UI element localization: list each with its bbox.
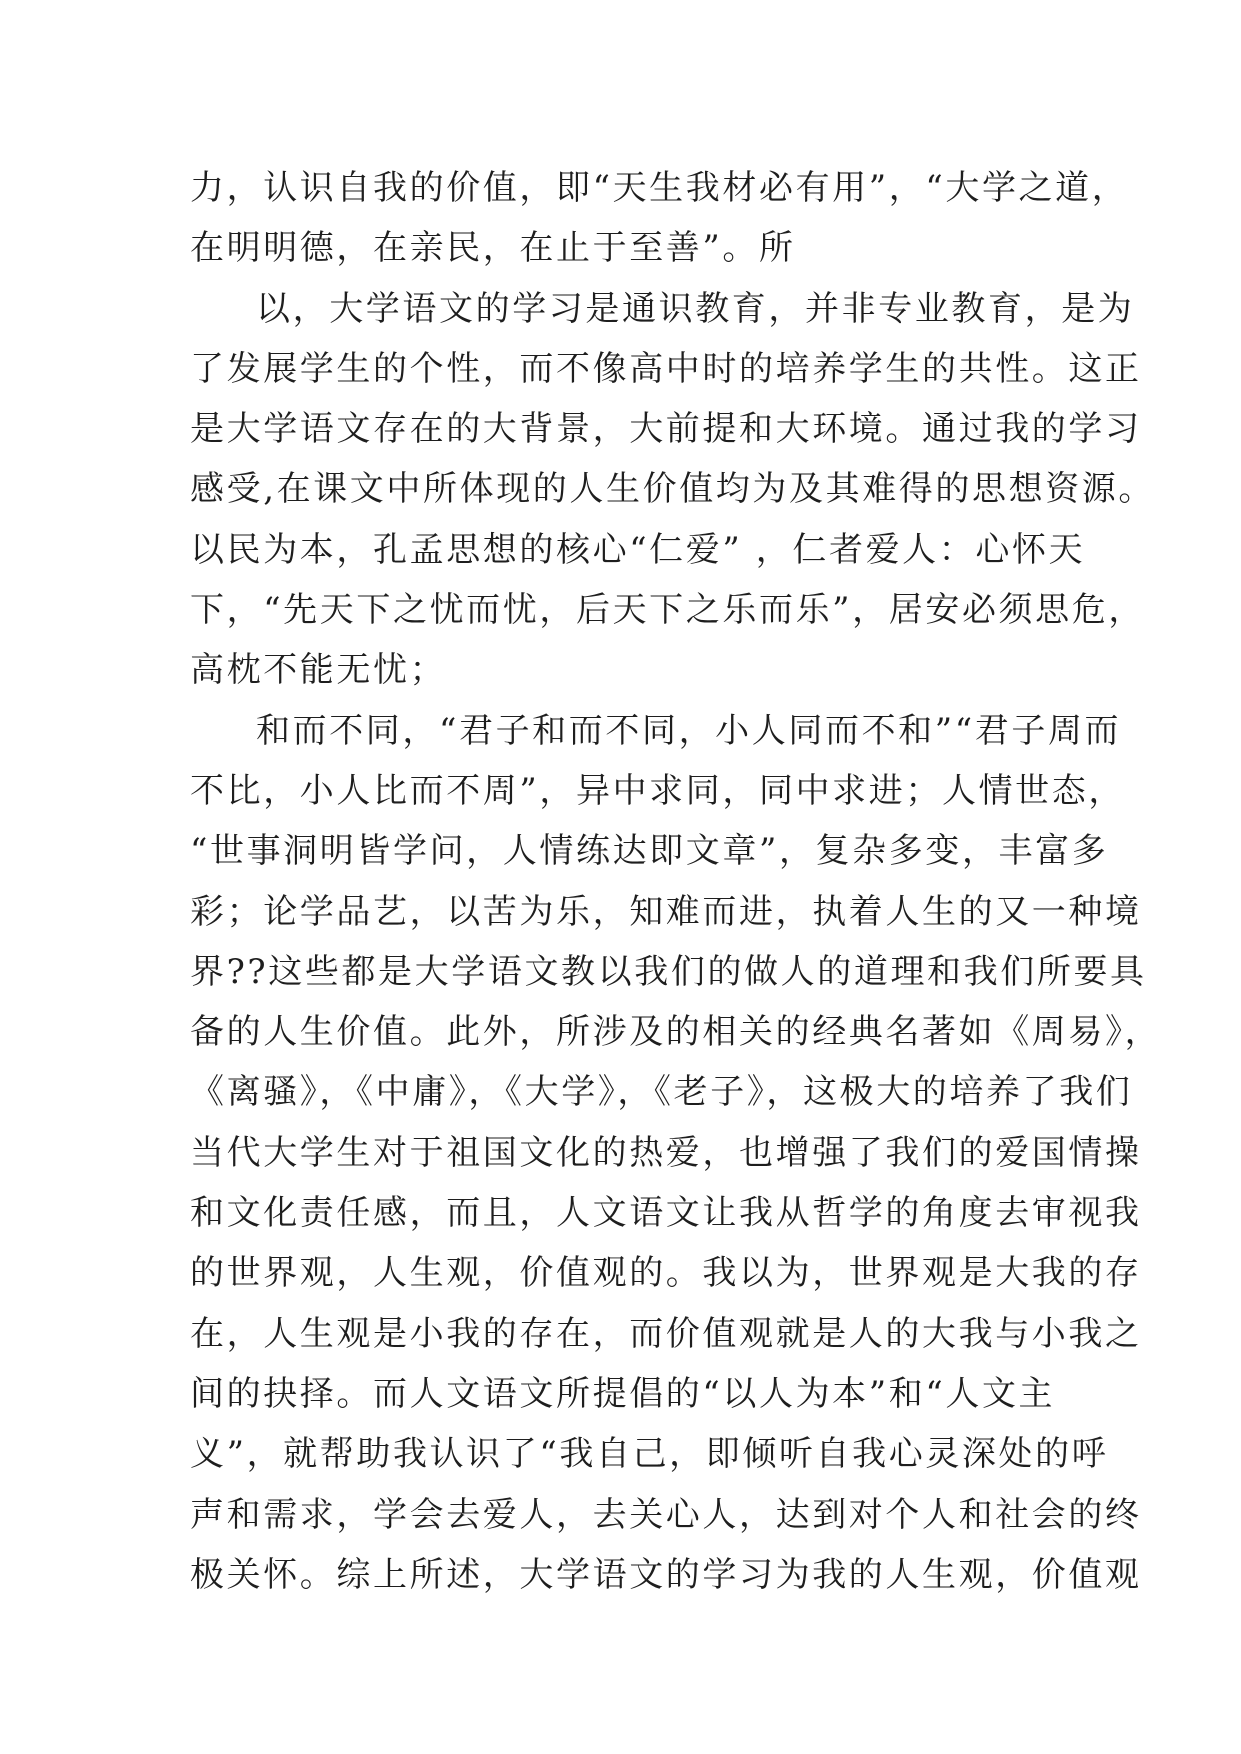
text-line: 《离骚》，《中庸》，《大学》，《老子》，这极大的培养了我们 <box>190 1072 1133 1113</box>
text-line: 在明明德，在亲民，在止于至善”。所 <box>190 228 796 269</box>
text-line: 在，人生观是小我的存在，而价值观就是人的大我与小我之 <box>190 1313 1142 1354</box>
text-line: 极关怀。综上所述，大学语文的学习为我的人生观，价值观 <box>190 1554 1142 1595</box>
text-line: 以民为本，孔孟思想的核心“仁爱” ，仁者爱人：心怀天 <box>190 529 1086 570</box>
text-line: 下，“先天下之忧而忧，后天下之乐而乐”，居安必须思危， <box>190 590 1145 631</box>
body-text <box>190 158 1162 1605</box>
text-line: 备的人生价值。此外，所涉及的相关的经典名著如《周易》， <box>190 1012 1162 1053</box>
text-line: 和文化责任感，而且，人文语文让我从哲学的角度去审视我 <box>190 1193 1142 1234</box>
text-line: 当代大学生对于祖国文化的热爱，也增强了我们的爱国情操 <box>190 1132 1142 1173</box>
text-line: 的世界观，人生观，价值观的。我以为，世界观是大我的存 <box>190 1253 1142 1294</box>
text-line: 感受,在课文中所体现的人生价值均为及其难得的思想资源。 <box>190 469 1156 510</box>
text-line: 力，认识自我的价值，即“天生我材必有用”，“大学之道， <box>190 168 1129 208</box>
text-line: 以，大学语文的学习是通识教育，并非专业教育，是为 <box>256 288 1135 329</box>
text-line: 义”，就帮助我认识了“我自己，即倾听自我心灵深处的呼 <box>190 1434 1109 1475</box>
text-line: 不比，小人比而不周”，异中求同，同中求进；人情世态， <box>190 770 1125 811</box>
text-line: 了发展学生的个性，而不像高中时的培养学生的共性。这正 <box>190 348 1142 389</box>
text-line: 和而不同，“君子和而不同，小人同而不和”“君子周而 <box>256 710 1122 751</box>
text-line: 高枕不能无忧； <box>190 650 447 691</box>
text-line: “世事洞明皆学问，人情练达即文章”，复杂多变，丰富多 <box>190 831 1109 872</box>
text-line: 是大学语文存在的大背景，大前提和大环境。通过我的学习 <box>190 409 1142 450</box>
text-line: 声和需求，学会去爱人，去关心人，达到对个人和社会的终 <box>190 1494 1142 1535</box>
text-line: 彩；论学品艺，以苦为乐，知难而进，执着人生的又一种境 <box>190 891 1142 932</box>
text-line: 界??这些都是大学语文教以我们的做人的道理和我们所要具 <box>190 951 1147 992</box>
text-line: 间的抉择。而人文语文所提倡的“以人为本”和“人文主 <box>190 1373 1056 1414</box>
